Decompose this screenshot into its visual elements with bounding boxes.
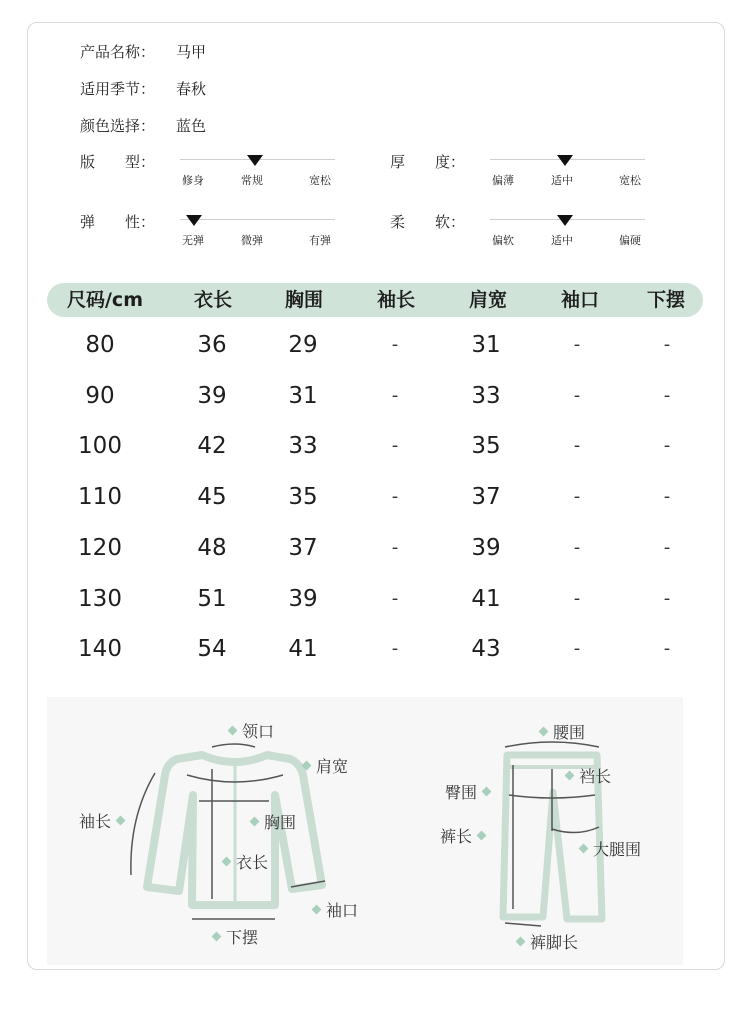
cell-sleeve: - <box>391 334 399 355</box>
fit-option-1: 修身 <box>182 174 204 187</box>
cell-size: 100 <box>78 433 122 460</box>
label-collar-text: 领口 <box>242 722 275 741</box>
measurement-arrows <box>131 742 599 926</box>
thickness-option-1: 偏薄 <box>492 174 514 187</box>
label-sleeve <box>79 809 130 832</box>
cell-hem: - <box>663 435 671 457</box>
cell-hem: - <box>663 486 671 508</box>
cell-size: 130 <box>78 585 122 612</box>
marker-icon <box>579 844 589 854</box>
header-cuff: 袖口 <box>560 289 600 311</box>
cell-cuff: - <box>573 334 581 355</box>
softness-option-3: 偏硬 <box>619 234 641 247</box>
cell-shoulder: 35 <box>471 433 501 460</box>
label-collar <box>223 719 274 742</box>
marker-icon <box>116 816 126 826</box>
label-chest <box>245 810 296 833</box>
fit-option-3: 宽松 <box>309 174 331 187</box>
softness-scale-label: 柔 软： <box>390 213 466 231</box>
cell-shoulder: 33 <box>471 382 501 409</box>
cell-chest: 39 <box>288 585 318 612</box>
product-name-row <box>80 41 206 62</box>
header-hem: 下摆 <box>646 289 686 311</box>
label-waist <box>534 720 585 743</box>
cell-chest: 33 <box>288 433 318 460</box>
marker-icon <box>539 727 549 737</box>
cell-size: 90 <box>85 382 115 409</box>
label-rise-text: 裆长 <box>579 767 612 786</box>
label-length-text: 衣长 <box>236 853 269 872</box>
cell-cuff: - <box>573 435 581 457</box>
label-cuff <box>307 898 358 921</box>
label-hem-text: 下摆 <box>226 928 259 947</box>
label-pant-length-text: 裤长 <box>440 827 473 846</box>
cell-shoulder: 43 <box>471 636 501 663</box>
elastic-option-2: 微弹 <box>241 234 263 247</box>
marker-icon <box>477 831 487 841</box>
cell-sleeve: - <box>391 486 399 508</box>
cell-length: 42 <box>197 433 227 460</box>
label-chest-text: 胸围 <box>264 813 297 832</box>
cell-length: 39 <box>197 382 227 409</box>
color-value: 蓝色 <box>176 117 207 135</box>
elastic-scale-track <box>180 219 335 220</box>
product-name-value: 马甲 <box>176 43 207 61</box>
elastic-option-3: 有弹 <box>309 234 331 247</box>
cell-sleeve: - <box>391 384 399 406</box>
label-leg-opening-text: 裤脚长 <box>530 933 579 952</box>
cell-cuff: - <box>573 638 581 660</box>
softness-scale-indicator <box>557 215 573 226</box>
cell-hem: - <box>663 334 671 355</box>
cell-cuff: - <box>573 384 581 406</box>
cell-shoulder: 31 <box>471 332 501 358</box>
marker-icon <box>482 787 492 797</box>
cell-hem: - <box>663 536 671 558</box>
thickness-scale-indicator <box>557 155 573 166</box>
elastic-scale-label: 弹 性： <box>80 213 156 231</box>
label-thigh-text: 大腿围 <box>593 840 642 859</box>
measurement-diagram <box>47 697 683 965</box>
cell-sleeve: - <box>391 587 399 609</box>
label-rise <box>560 764 611 787</box>
color-row <box>80 115 206 136</box>
cell-cuff: - <box>573 536 581 558</box>
label-thigh <box>574 837 641 860</box>
cell-hem: - <box>663 384 671 406</box>
thickness-option-3: 宽松 <box>619 174 641 187</box>
header-size: 尺码/cm <box>66 289 144 311</box>
cell-size: 120 <box>78 534 122 561</box>
marker-icon <box>250 817 260 827</box>
softness-option-1: 偏软 <box>492 234 514 247</box>
season-row <box>80 78 206 99</box>
header-sleeve: 袖长 <box>376 289 416 311</box>
cell-sleeve: - <box>391 435 399 457</box>
garment-illustration <box>47 697 683 965</box>
elastic-option-1: 无弹 <box>182 234 204 247</box>
marker-icon <box>212 932 222 942</box>
size-table-header <box>47 283 703 317</box>
thickness-scale-label: 厚 度： <box>390 153 466 171</box>
label-hip <box>445 780 496 803</box>
header-length: 衣长 <box>193 289 233 311</box>
cell-length: 54 <box>197 636 227 663</box>
cell-sleeve: - <box>391 638 399 660</box>
label-sleeve-text: 袖长 <box>79 812 112 831</box>
marker-icon <box>302 761 312 771</box>
label-cuff-text: 袖口 <box>326 901 359 920</box>
cell-shoulder: 37 <box>471 484 501 511</box>
cell-chest: 35 <box>288 484 318 511</box>
elastic-scale-indicator <box>186 215 202 226</box>
season-label: 适用季节： <box>80 80 156 98</box>
cell-shoulder: 41 <box>471 585 501 612</box>
cell-cuff: - <box>573 486 581 508</box>
product-name-label: 产品名称： <box>80 43 156 61</box>
label-hem <box>207 925 258 948</box>
cell-length: 36 <box>197 332 227 358</box>
thickness-option-2: 适中 <box>551 174 573 187</box>
header-shoulder: 肩宽 <box>468 289 508 311</box>
label-hip-text: 臀围 <box>445 783 478 802</box>
softness-option-2: 适中 <box>551 234 573 247</box>
cell-length: 51 <box>197 585 227 612</box>
fit-scale-indicator <box>247 155 263 166</box>
cell-chest: 31 <box>288 382 318 409</box>
season-value: 春秋 <box>176 80 207 98</box>
label-waist-text: 腰围 <box>553 723 586 742</box>
cell-size: 110 <box>78 484 122 511</box>
label-shoulder <box>297 754 348 777</box>
cell-size: 80 <box>85 332 115 358</box>
color-label: 颜色选择： <box>80 117 156 135</box>
label-shoulder-text: 肩宽 <box>316 757 349 776</box>
cell-cuff: - <box>573 587 581 609</box>
cell-sleeve: - <box>391 536 399 558</box>
marker-icon <box>516 937 526 947</box>
cell-shoulder: 39 <box>471 534 501 561</box>
marker-icon <box>228 726 238 736</box>
marker-icon <box>222 857 232 867</box>
cell-size: 140 <box>78 636 122 663</box>
cell-chest: 41 <box>288 636 318 663</box>
header-chest: 胸围 <box>284 289 324 311</box>
label-pant-length <box>440 824 491 847</box>
marker-icon <box>565 771 575 781</box>
cell-length: 48 <box>197 534 227 561</box>
label-length <box>217 850 268 873</box>
cell-hem: - <box>663 587 671 609</box>
fit-scale-label: 版 型： <box>80 153 156 171</box>
cell-chest: 29 <box>288 332 318 358</box>
marker-icon <box>312 905 322 915</box>
cell-length: 45 <box>197 484 227 511</box>
label-leg-opening <box>511 930 578 953</box>
fit-option-2: 常规 <box>241 174 263 187</box>
cell-hem: - <box>663 638 671 660</box>
cell-chest: 37 <box>288 534 318 561</box>
